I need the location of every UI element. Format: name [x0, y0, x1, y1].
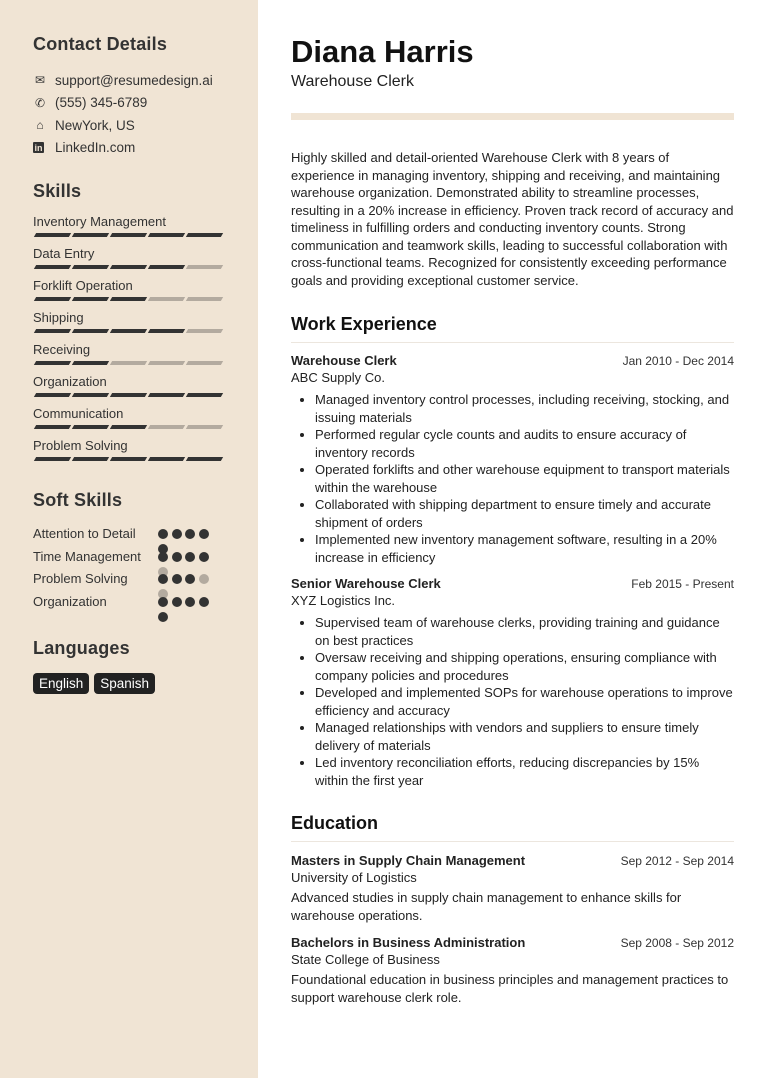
rating-dot — [158, 597, 168, 607]
skill-level-segment — [72, 233, 109, 237]
soft-skill-item — [33, 548, 223, 566]
contact-item — [33, 92, 258, 115]
home-icon: ⌂ — [36, 118, 44, 133]
skill-level-segment — [148, 233, 185, 237]
rating-dot — [199, 574, 209, 584]
skill-level-segment — [34, 361, 71, 365]
job-dates: Feb 2015 - Present — [631, 577, 734, 591]
skill-level-bar — [35, 265, 258, 269]
jobs-list — [291, 353, 734, 789]
skill-level-bar — [35, 361, 258, 365]
languages-heading: Languages — [33, 638, 130, 658]
skill-level-segment — [110, 425, 147, 429]
job-bullets — [315, 614, 734, 789]
soft-skill-rating — [158, 597, 214, 622]
contact-item[interactable] — [33, 137, 258, 160]
job-bullet: • Supervised team of warehouse clerks, providing training and guidance on best practices — [315, 614, 734, 649]
education-entry — [291, 853, 734, 924]
envelope-icon: ✉ — [34, 73, 46, 88]
skill-level-segment — [186, 425, 223, 429]
soft-skill-item — [33, 593, 223, 611]
education-dates: Sep 2012 - Sep 2014 — [620, 854, 734, 868]
job-header — [291, 353, 734, 368]
contact-text: support@resumedesign.ai — [55, 72, 213, 88]
candidate-role: Warehouse Clerk — [291, 73, 415, 90]
rating-dot — [172, 574, 182, 584]
education-entry — [291, 935, 734, 1006]
skill-level-bar — [35, 425, 258, 429]
soft-skill-item — [33, 525, 223, 543]
skill-level-segment — [148, 297, 185, 301]
skill-name: Communication — [33, 406, 124, 421]
linkedin-icon: in — [34, 142, 43, 153]
skill-level-segment — [110, 361, 147, 365]
skill-level-segment — [148, 265, 185, 269]
skill-level-segment — [72, 457, 109, 461]
skills-list — [33, 214, 258, 470]
skill-level-segment — [34, 425, 71, 429]
skill-level-segment — [34, 457, 71, 461]
education-heading: Education — [291, 813, 734, 842]
company-name: XYZ Logistics Inc. — [291, 593, 396, 608]
skill-level-segment — [186, 297, 223, 301]
rating-dot — [172, 552, 182, 562]
soft-skill-item — [33, 570, 223, 588]
skill-level-segment — [72, 393, 109, 397]
education-dates: Sep 2008 - Sep 2012 — [620, 936, 734, 950]
rating-dot — [199, 529, 209, 539]
skill-level-segment — [34, 393, 71, 397]
languages-list — [33, 673, 258, 694]
skill-level-segment — [34, 233, 71, 237]
job-dates: Jan 2010 - Dec 2014 — [622, 354, 734, 368]
skill-item — [33, 214, 258, 246]
skill-level-segment — [110, 329, 147, 333]
job-title: Warehouse Clerk — [291, 353, 397, 368]
rating-dot — [199, 552, 209, 562]
education-description: Foundational education in business principles and management practices to support warehouse clerk role. — [291, 972, 729, 1005]
skill-level-segment — [72, 361, 109, 365]
skill-level-segment — [72, 297, 109, 301]
skill-level-segment — [148, 425, 185, 429]
contact-text: LinkedIn.com — [55, 140, 136, 156]
skill-level-segment — [148, 329, 185, 333]
education-header — [291, 853, 734, 868]
skill-item — [33, 310, 258, 342]
rating-dot — [158, 552, 168, 562]
sidebar — [0, 0, 258, 1078]
rating-dot — [185, 597, 195, 607]
rating-dot — [185, 529, 195, 539]
school-name: State College of Business — [291, 952, 440, 967]
skill-level-segment — [34, 265, 71, 269]
job-bullet: • Managed inventory control processes, including receiving, stocking, and issuing materials — [315, 391, 734, 426]
skill-level-segment — [72, 329, 109, 333]
job-entry — [291, 576, 734, 789]
skill-item — [33, 438, 258, 470]
education-description: Advanced studies in supply chain management to enhance skills for warehouse operations. — [291, 890, 682, 923]
header-divider — [291, 113, 734, 120]
skill-level-segment — [186, 329, 223, 333]
phone-icon: ✆ — [34, 95, 46, 110]
skill-level-segment — [186, 457, 223, 461]
rating-dot — [185, 574, 195, 584]
job-bullet: • Collaborated with shipping department to ensure timely and accurate shipment of orders — [315, 496, 734, 531]
skill-name: Problem Solving — [33, 438, 128, 453]
soft-skill-name: Organization — [33, 593, 107, 609]
skill-item — [33, 342, 258, 374]
degree: Bachelors in Business Administration — [291, 935, 526, 950]
skill-level-segment — [148, 393, 185, 397]
education-header — [291, 935, 734, 950]
skill-name: Receiving — [33, 342, 91, 357]
skill-name: Organization — [33, 374, 107, 389]
job-bullet: • Operated forklifts and other warehouse equipment to transport materials within the warehouse — [315, 461, 734, 496]
skill-name: Data Entry — [33, 246, 95, 261]
education-list — [291, 853, 734, 1006]
skill-item — [33, 406, 258, 438]
contact-text: (555) 345-6789 — [55, 95, 148, 111]
main-content — [291, 34, 734, 1006]
soft-skill-name: Problem Solving — [33, 571, 128, 586]
soft-skills-list — [33, 525, 258, 610]
job-bullet: • Managed relationships with vendors and suppliers to ensure timely delivery of materials — [315, 719, 734, 754]
rating-dot — [185, 552, 195, 562]
soft-skill-name: Time Management — [33, 548, 141, 564]
degree: Masters in Supply Chain Management — [291, 853, 526, 868]
skill-level-segment — [186, 233, 223, 237]
job-header — [291, 576, 734, 591]
skill-level-bar — [35, 457, 258, 461]
skill-item — [33, 374, 258, 406]
skill-level-segment — [110, 297, 147, 301]
contact-heading: Contact Details — [33, 34, 168, 54]
job-bullet: • Performed regular cycle counts and audits to ensure accuracy of inventory records — [315, 426, 734, 461]
job-bullet: • Oversaw receiving and shipping operations, ensuring compliance with company policies and procedures — [315, 649, 734, 684]
skill-level-segment — [110, 265, 147, 269]
candidate-name: Diana Harris — [291, 34, 474, 69]
skill-name: Forklift Operation — [33, 278, 133, 293]
skill-level-segment — [148, 361, 185, 365]
job-bullet: • Implemented new inventory management software, resulting in a 20% increase in efficiency — [315, 531, 734, 566]
contact-item[interactable] — [33, 69, 258, 92]
school-name: University of Logistics — [291, 870, 417, 885]
skill-name: Shipping — [33, 310, 84, 325]
contact-item — [33, 114, 258, 137]
skill-level-segment — [34, 297, 71, 301]
skill-level-segment — [110, 393, 147, 397]
contact-text: NewYork, US — [55, 117, 135, 133]
skill-level-segment — [72, 265, 109, 269]
job-bullet: • Developed and implemented SOPs for warehouse operations to improve efficiency and accuracy — [315, 684, 734, 719]
summary: Highly skilled and detail-oriented Warehouse Clerk with 8 years of experience in managing inventory, shipping and receiving, and maintaining warehouse organization. Demonstrated ability to streamline processes, resulting in a 20% increase in efficiency. Proven track record of accuracy and timeliness in fulfilling orders and conducting inventory counts. Strong communication and teamwork skills, leading to successful collaboration with cross-functional teams. Recognized for consistently exceeding performance goals and providing exceptional customer service. — [291, 150, 734, 288]
skill-level-segment — [186, 393, 223, 397]
company-name: ABC Supply Co. — [291, 370, 385, 385]
rating-dot — [158, 574, 168, 584]
job-bullets — [315, 391, 734, 566]
skill-level-bar — [35, 393, 258, 397]
language-badge: Spanish — [94, 673, 155, 694]
skill-level-segment — [110, 457, 147, 461]
skill-level-segment — [186, 361, 223, 365]
language-badge: English — [33, 673, 89, 694]
skill-level-segment — [186, 265, 223, 269]
skill-item — [33, 246, 258, 278]
job-title: Senior Warehouse Clerk — [291, 576, 441, 591]
contact-list — [33, 69, 258, 159]
rating-dot — [172, 597, 182, 607]
soft-skill-name: Attention to Detail — [33, 526, 136, 541]
job-bullet: • Led inventory reconciliation efforts, reducing discrepancies by 15% within the first year — [315, 754, 734, 789]
job-entry — [291, 353, 734, 566]
skill-level-segment — [34, 329, 71, 333]
rating-dot — [172, 529, 182, 539]
rating-dot — [158, 612, 168, 622]
skill-level-segment — [72, 425, 109, 429]
skill-level-bar — [35, 329, 258, 333]
rating-dot — [199, 597, 209, 607]
skill-level-segment — [148, 457, 185, 461]
skill-name: Inventory Management — [33, 214, 166, 229]
skill-level-bar — [35, 297, 258, 301]
skill-item — [33, 278, 258, 310]
work-experience-heading: Work Experience — [291, 314, 734, 343]
skill-level-bar — [35, 233, 258, 237]
soft-skills-heading: Soft Skills — [33, 490, 123, 510]
skill-level-segment — [110, 233, 147, 237]
rating-dot — [158, 529, 168, 539]
skills-heading: Skills — [33, 181, 82, 201]
